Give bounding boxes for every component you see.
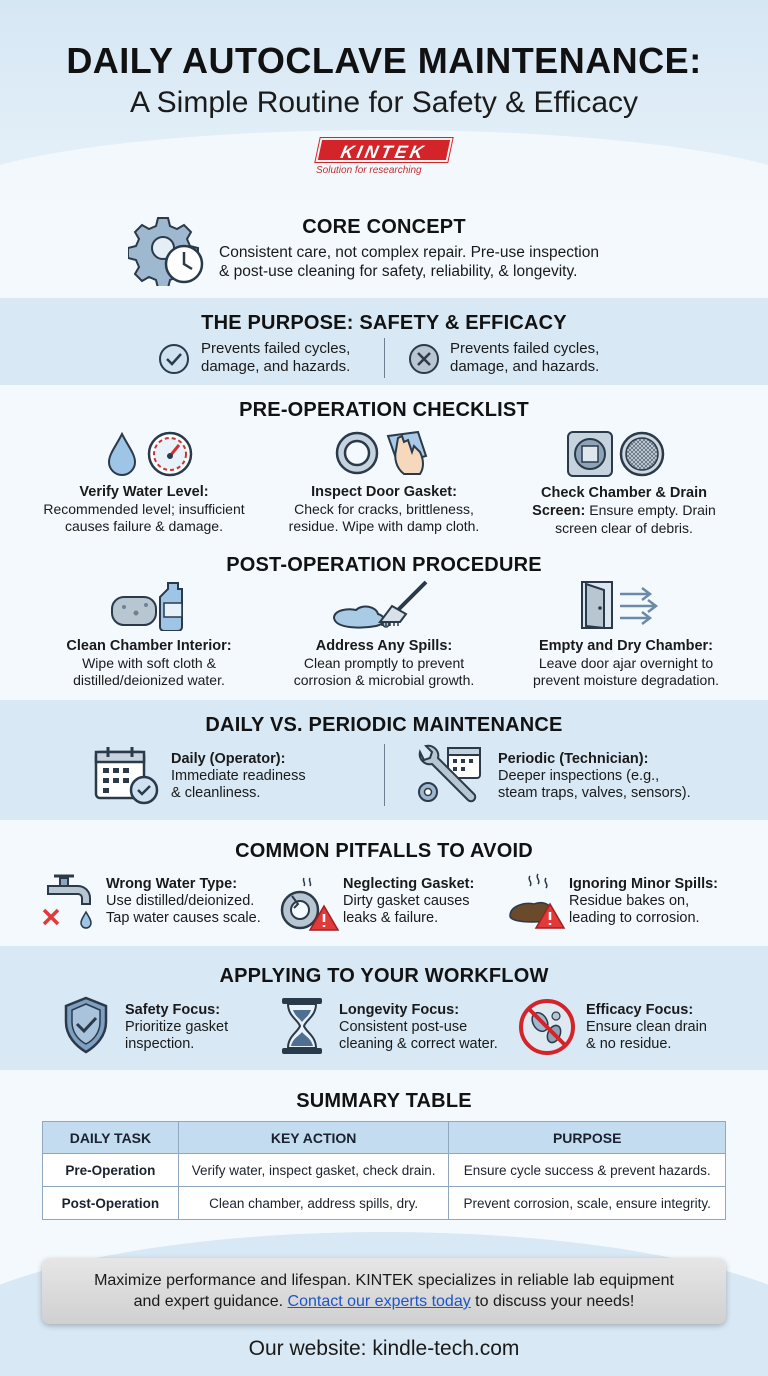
neglecting-gasket-text: Neglecting Gasket: Dirty gasket causes leaks & failure. — [343, 876, 475, 926]
clean-chamber-text: Clean Chamber Interior: Wipe with soft cloth & distilled/deionized water. — [66, 638, 232, 688]
purpose-left-text: Prevents failed cycles, damage, and hazards. — [201, 340, 351, 375]
purpose-divider — [384, 338, 385, 378]
daily-divider — [384, 744, 385, 806]
calendar-check-icon — [94, 744, 160, 806]
empty-dry-text: Empty and Dry Chamber: Leave door ajar overnight to prevent moisture degradation. — [533, 638, 719, 688]
wrench-calendar-icon — [414, 744, 484, 808]
x-circle-icon — [408, 343, 440, 375]
core-concept-title: CORE CONCEPT — [302, 216, 466, 238]
page-subtitle: A Simple Routine for Safety & Efficacy — [129, 86, 639, 119]
check-chamber-text: Check Chamber & Drain Screen: Ensure empty. Drain screen clear of debris. — [532, 485, 716, 536]
table-cell: Prevent corrosion, scale, ensure integrity. — [449, 1187, 726, 1220]
efficacy-focus-text: Efficacy Focus: Ensure clean drain & no residue. — [586, 1002, 707, 1052]
chamber-drain-icon — [566, 430, 666, 478]
cta-box — [42, 1258, 726, 1324]
hourglass-icon — [280, 996, 324, 1056]
longevity-focus-text: Longevity Focus: Consistent post-use cleaning & correct water. — [339, 1002, 498, 1052]
sponge-bottle-icon — [110, 581, 190, 631]
table-cell: Ensure cycle success & prevent hazards. — [449, 1154, 726, 1187]
wrong-water-text: Wrong Water Type: Use distilled/deionized. Tap water causes scale. — [106, 876, 261, 926]
verify-water-text: Verify Water Level: Recommended level; insufficient causes failure & damage. — [43, 484, 245, 534]
pre-operation-title: PRE-OPERATION CHECKLIST — [239, 399, 529, 421]
daily-operator-text: Daily (Operator): Immediate readiness & cleanliness. — [171, 751, 306, 801]
website-text[interactable]: Our website: kindle-tech.com — [248, 1337, 520, 1360]
pitfalls-title: COMMON PITFALLS TO AVOID — [235, 840, 533, 862]
door-airflow-icon — [580, 580, 660, 630]
cta-line2: and expert guidance. Contact our experts today to discuss your needs! — [133, 1293, 635, 1310]
gasket-cloth-icon — [334, 428, 434, 478]
workflow-title: APPLYING TO YOUR WORKFLOW — [219, 965, 549, 987]
table-header-row — [43, 1122, 726, 1154]
daily-vs-periodic-title: DAILY VS. PERIODIC MAINTENANCE — [205, 714, 563, 736]
post-operation-title: POST-OPERATION PROCEDURE — [226, 554, 542, 576]
contact-experts-link[interactable]: Contact our experts today — [287, 1293, 471, 1310]
table-cell: Post-Operation — [43, 1187, 179, 1220]
table-cell: Pre-Operation — [43, 1154, 179, 1187]
spill-brush-icon — [330, 580, 434, 630]
table-cell: Clean chamber, address spills, dry. — [178, 1187, 449, 1220]
table-header-purpose: PURPOSE — [449, 1122, 726, 1154]
table-row — [43, 1187, 726, 1220]
page-title: DAILY AUTOCLAVE MAINTENANCE: — [66, 40, 702, 81]
shield-check-icon — [62, 996, 110, 1054]
address-spills-text: Address Any Spills: Clean promptly to prevent corrosion & microbial growth. — [293, 638, 475, 688]
table-row — [43, 1154, 726, 1187]
table-header-daily-task: DAILY TASK — [43, 1122, 179, 1154]
table-cell: Verify water, inspect gasket, check drain. — [178, 1154, 449, 1187]
gasket-warning-icon — [278, 874, 340, 932]
spill-warning-icon — [506, 872, 568, 930]
faucet-x-icon — [40, 872, 102, 930]
gear-clock-icon — [128, 214, 206, 286]
check-circle-icon — [158, 343, 190, 375]
purpose-title: THE PURPOSE: SAFETY & EFFICACY — [201, 312, 567, 334]
core-concept-text: Consistent care, not complex repair. Pre-use inspection & post-use cleaning for safety, reliability, & longevity. — [219, 244, 599, 280]
cta-line1: Maximize performance and lifespan. KINTEK specializes in reliable lab equipment — [94, 1272, 674, 1289]
ignoring-spills-text: Ignoring Minor Spills: Residue bakes on, leading to corrosion. — [569, 876, 719, 926]
purpose-right-text: Prevents failed cycles, damage, and hazards. — [450, 340, 600, 375]
summary-title: SUMMARY TABLE — [296, 1090, 472, 1112]
inspect-gasket-text: Inspect Door Gasket: Check for cracks, brittleness, residue. Wipe with damp cloth. — [288, 484, 480, 534]
water-gauge-icon — [104, 430, 196, 478]
periodic-technician-text: Periodic (Technician): Deeper inspections (e.g., steam traps, valves, sensors). — [498, 751, 691, 801]
logo-text: KINTEK — [338, 142, 429, 162]
kintek-logo[interactable] — [315, 138, 452, 162]
no-microbe-icon — [518, 998, 576, 1056]
table-header-key-action: KEY ACTION — [178, 1122, 449, 1154]
logo-tagline: Solution for researching — [316, 165, 422, 176]
summary-table — [42, 1121, 726, 1220]
safety-focus-text: Safety Focus: Prioritize gasket inspection. — [125, 1002, 229, 1052]
